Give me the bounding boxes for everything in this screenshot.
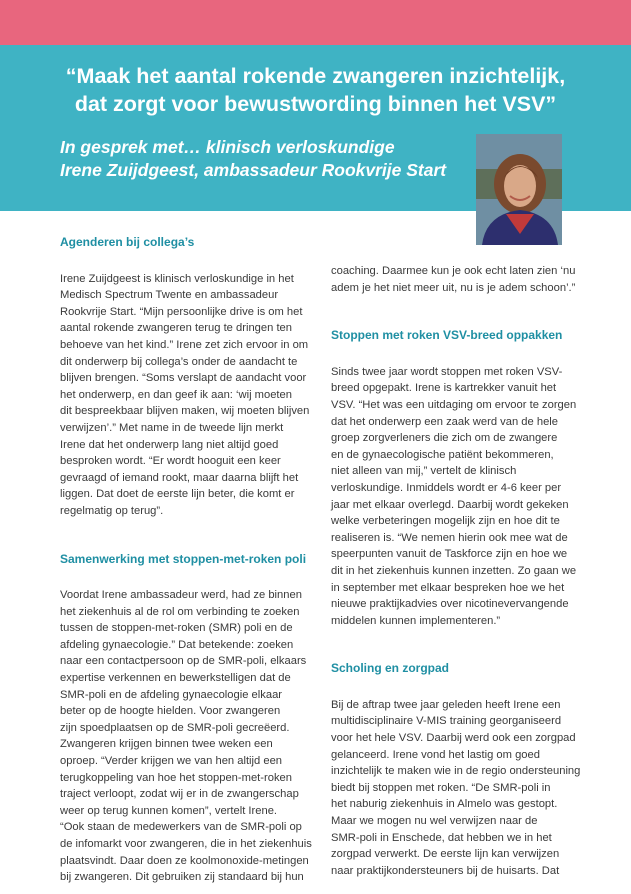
text-line: nieuwe praktijkadvies over nicotinevervangende [331,598,569,611]
portrait-photo [476,134,562,245]
text-line: VSV. “Het was een uitdaging om ervoor te zorgen [331,398,577,411]
text-line: tussen de stoppen-met-roken (SMR) poli en de [60,622,293,635]
text-line: het onderwerp, en dan geef ik aan: ‘wij moeten [60,388,292,401]
text-line: de infomarkt voor zwangeren, die in het ziekenhuis [60,838,312,850]
headline-line: “Maak het aantal rokende zwangeren inzichtelijk, [65,64,566,88]
left-column [60,234,320,886]
top-accent-band [0,0,631,45]
text-line: gelanceerd. Irene vond het lastig om goed [331,748,540,761]
text-line: multidisciplinaire V-MIS training georganiseerd [331,715,562,728]
spacer [60,520,320,551]
text-line: en de gynaecologische patiënt bekommeren, [331,448,554,461]
paragraph [60,271,320,520]
text-line: dit onderwerp bij collega’s onder de aandacht te [60,355,298,368]
spacer [331,629,591,660]
text-line: jaar met elkaar overlegd. Daarbij wordt gekeken [331,498,569,511]
text-line: Medisch Spectrum Twente en ambassadeur [60,289,279,302]
text-line: terugkoppeling van hoe het stoppen-met-roken [60,771,292,784]
text-line: verloskundige. Inmiddels wordt er 4-6 keer per [331,481,562,494]
text-line: adem je het niet meer uit, nu is je adem schoon’.” [331,281,576,294]
text-line: oproep. “Verder krijgen we van hen altijd een [60,755,283,768]
text-line: voor het hele VSV. Daarbij werd ook een zorgpad [331,732,576,745]
text-line: Rookvrije Start. “Mijn persoonlijke drive is om het [60,305,303,318]
subtitle-line: Irene Zuijdgeest, ambassadeur Rookvrije Start [60,160,447,180]
text-line: Voordat Irene ambassadeur werd, had ze binnen [60,589,302,602]
text-line: dit bespreekbaar blijven maken, wij moeten blijven [60,405,310,418]
text-line: niet alleen van mij,” vertelt de klinisch [331,465,517,478]
text-line: expertise verkennen en bewerkstelligen dat de [60,672,291,685]
text-line: dat het onderwerp een zaak werd van de hele [331,415,559,428]
text-line: speerpunten vanuit de Taskforce zijn en hoe we [331,548,568,561]
text-line: inzichtelijk te maken wie in de regio ondersteuning [331,765,581,778]
text-line: bij zwangeren. Dit gebruiken zij standaard bij hun [60,871,304,884]
text-line: in september met elkaar bespreken hoe we het [331,581,565,594]
text-line: SMR-poli en de afdeling gynaecologie elkaar [60,688,283,701]
text-line: besproken wordt. “Er wordt hooguit een keer [60,455,281,468]
text-line: Maar we mogen nu wel verwijzen naar de [331,815,538,828]
spacer [331,344,591,364]
section-heading: Stoppen met roken VSV-breed oppakken [331,328,563,343]
text-line: afdeling gynaecologie.” Dat betekende: zoeken [60,638,294,651]
right-column [331,263,591,879]
text-line: naar praktijkondersteuners bij de huisarts. Dat [331,864,560,877]
text-line: middelen kunnen implementeren.” [331,614,501,627]
text-line: liggen. Dat doet de eerste lijn beter, die komt er [60,488,295,501]
headline-line: dat zorgt voor bewustwording binnen het VSV” [74,92,557,116]
section-heading: Agenderen bij collega’s [60,235,195,249]
text-line: breed opgepakt. Irene is kartrekker vanuit het [331,382,557,395]
text-line: het ziekenhuis al de rol om verbinding te zoeken [60,605,300,618]
text-line: realiseren is. “We nemen hierin ook mee wat de [331,531,568,544]
text-line: traject verloopt, zodat wij er in de zwangerschap [60,788,299,801]
text-line: behoeve van het kind.” Irene zet zich ervoor in om [60,338,309,351]
paragraph [331,364,591,630]
article-subtitle [60,136,446,182]
text-line: regelmatig op terug”. [60,504,164,517]
text-line: dit in het ziekenhuis kunnen inzetten. Zo gaan we [331,564,577,577]
text-line: weer op terug kunnen komen”, vertelt Irene. [60,804,278,817]
section-heading: Scholing en zorgpad [331,661,450,676]
paragraph [331,697,591,880]
portrait-illustration [476,134,562,245]
text-line: zorgpad verwerkt. De eerste lijn kan verwijzen [331,848,560,861]
text-line: naar een contactpersoon op de SMR-poli, elkaars [60,655,307,668]
text-line: verwijzen’.” Met name in de tweede lijn merkt [60,421,284,434]
text-line: beter op de hoogte hielden. Voor zwangeren [60,705,281,718]
article-headline [40,62,591,118]
text-line: Bij de aftrap twee jaar geleden heeft Irene een [331,698,561,711]
text-line: aantal rokende zwangeren terug te dringen ten [60,322,292,335]
paragraph [331,263,591,296]
text-line: coaching. Daarmee kun je ook echt laten zien ‘nu [331,265,576,277]
spacer [331,677,591,697]
text-line: SMR-poli in Enschede, dat hebben we in het [331,831,552,844]
text-line: welke verbeteringen mogelijk zijn en hoe dit te [331,515,560,528]
subtitle-line: In gesprek met… klinisch verloskundige [60,137,395,157]
spacer [331,296,591,327]
text-line: het naburig ziekenhuis in Almelo was gestopt. [331,798,558,811]
text-line: blijven brengen. “Soms verslapt de aandacht voor [60,372,307,385]
text-line: groep zorgverleners die zich om de zwangere [331,432,558,445]
text-line: plaatsvindt. Daar doen ze koolmonoxide-metingen [60,854,309,867]
text-line: Irene dat het onderwerp lang niet altijd goed [60,438,279,451]
paragraph [60,587,320,886]
spacer [60,567,320,587]
text-line: gevraagd of iemand rookt, maar daarna blijft het [60,471,299,484]
section-heading: Samenwerking met stoppen-met-roken poli [60,551,307,566]
text-line: Zwangeren krijgen binnen twee weken een [60,738,273,751]
text-line: biedt bij stoppen met roken. “De SMR-poli in [331,781,551,794]
text-line: Sinds twee jaar wordt stoppen met roken VSV- [331,365,563,378]
text-line: zijn spoedplaatsen op de SMR-poli gecreëerd. [60,721,290,734]
text-line: “Ook staan de medewerkers van de SMR-poli op [60,821,302,834]
spacer [60,251,320,271]
text-line: Irene Zuijdgeest is klinisch verloskundige in het [60,272,294,285]
